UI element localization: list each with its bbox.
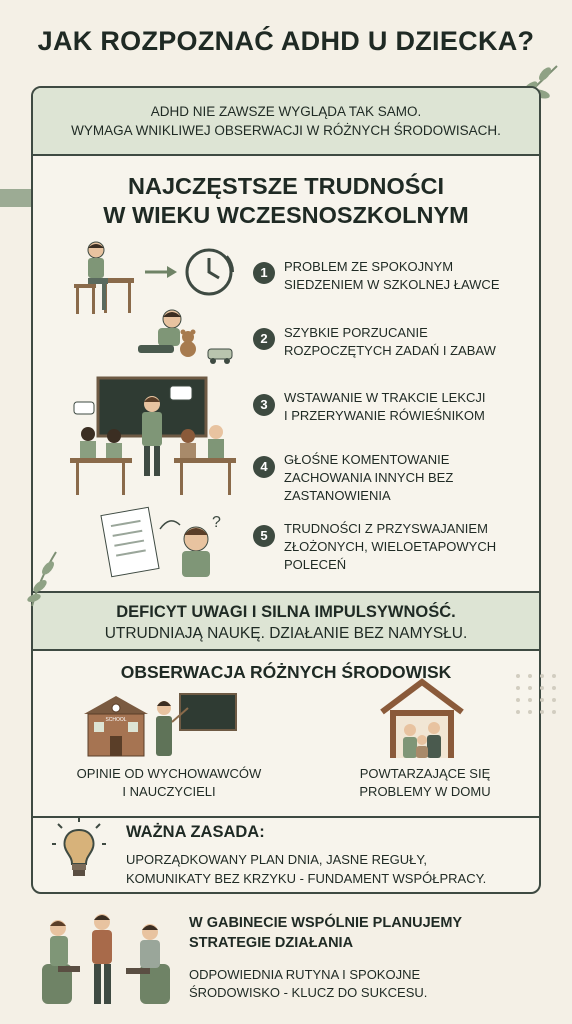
page-title: JAK ROZPOZNAĆ ADHD U DZIECKA?: [37, 26, 535, 56]
rule-line-1: UPORZĄDKOWANY PLAN DNIA, JASNE REGUŁY,: [126, 852, 427, 867]
deficit-line-1: DEFICYT UWAGI I SILNA IMPULSYWNOŚĆ.: [116, 603, 456, 621]
item-2-line-2: ROZPOCZĘTYCH ZADAŃ I ZABAW: [284, 343, 496, 358]
divider-observation: [33, 816, 539, 818]
lightbulb-icon: [52, 818, 106, 884]
item-3-line-2: I PRZERYWANIE RÓWIEŚNIKOM: [284, 408, 485, 423]
deficit-banner: [33, 591, 539, 651]
intro-banner: [33, 88, 539, 156]
item-number-badge: 4: [253, 456, 275, 478]
item-5-line-2: ZŁOŻONYCH, WIELOETAPOWYCH: [284, 539, 497, 554]
office-text-line-2: ŚRODOWISKO - KLUCZ DO SUKCESU.: [189, 985, 428, 1000]
office-title: [189, 913, 549, 953]
difficulties-title-line-1: NAJCZĘSTSZE TRUDNOŚCI: [128, 173, 444, 199]
checklist-confused-child-icon: [100, 505, 230, 580]
item-5-line-3: POLECEŃ: [284, 557, 347, 572]
therapy-session-icon: [40, 908, 175, 1008]
deficit-line-2: UTRUDNIAJĄ NAUKĘ. DZIAŁANIE BEZ NAMYSŁU.: [104, 625, 468, 642]
observation-title: OBSERWACJA RÓŻNYCH ŚRODOWISK: [120, 662, 452, 682]
item-number-badge: 3: [253, 394, 275, 416]
item-number-badge: 2: [253, 328, 275, 350]
school-sign-text: SCHOOL: [105, 717, 127, 723]
office-text: [189, 966, 559, 1002]
classroom-icon: [70, 376, 240, 498]
item-4-line-2: ZACHOWANIA INNYCH BEZ: [284, 470, 454, 485]
item-number-badge: 1: [253, 262, 275, 284]
office-title-line-1: W GABINECIE WSPÓLNIE PLANUJEMY: [189, 915, 463, 931]
child-with-toys-icon: [128, 305, 238, 370]
clock-icon: [183, 246, 235, 298]
item-1-line-1: PROBLEM ZE SPOKOJNYM: [284, 259, 454, 274]
svg-text:?: ?: [212, 514, 221, 531]
school-caption-line-2: I NAUCZYCIELI: [122, 784, 216, 799]
leaf-branch-icon: [22, 548, 62, 606]
item-1-line-2: SIEDZENIEM W SZKOLNEJ ŁAWCE: [284, 277, 500, 292]
home-caption-line-1: POWTARZAJĄCE SIĘ: [359, 766, 491, 781]
office-title-line-2: STRATEGIE DZIAŁANIA: [189, 935, 354, 951]
difficulties-title-line-2: W WIEKU WCZESNOSZKOLNYM: [103, 202, 469, 228]
item-4-line-1: GŁOŚNE KOMENTOWANIE: [284, 452, 450, 467]
arrow-right-icon: [143, 264, 179, 280]
school-teacher-icon: [80, 690, 240, 758]
item-number-badge: 5: [253, 525, 275, 547]
office-text-line-1: ODPOWIEDNIA RUTYNA I SPOKOJNE: [189, 967, 421, 982]
school-caption-line-1: OPINIE OD WYCHOWAWCÓW: [76, 766, 262, 781]
item-4-line-3: ZASTANOWIENIA: [284, 488, 391, 503]
child-at-desk-icon: [66, 240, 136, 315]
home-caption-line-2: PROBLEMY W DOMU: [359, 784, 491, 799]
observation-school-caption: [64, 765, 274, 801]
house-family-icon: [380, 680, 464, 760]
rule-title: WAŻNA ZASADA:: [126, 823, 265, 841]
item-2-line-1: SZYBKIE PORZUCANIE: [284, 325, 428, 340]
difficulties-title: [0, 172, 572, 230]
item-5-line-1: TRUDNOŚCI Z PRZYSWAJANIEM: [284, 521, 488, 536]
intro-line-1: ADHD NIE ZAWSZE WYGLĄDA TAK SAMO.: [150, 104, 422, 119]
item-3-line-1: WSTAWANIE W TRAKCIE LEKCJI: [284, 390, 486, 405]
rule-line-2: KOMUNIKATY BEZ KRZYKU - FUNDAMENT WSPÓŁPRACY.: [126, 871, 487, 886]
rule-text: [126, 850, 546, 888]
observation-home-caption: [320, 765, 530, 801]
intro-line-2: WYMAGA WNIKLIWEJ OBSERWACJI W RÓŻNYCH ŚRODOWISACH.: [71, 123, 501, 138]
